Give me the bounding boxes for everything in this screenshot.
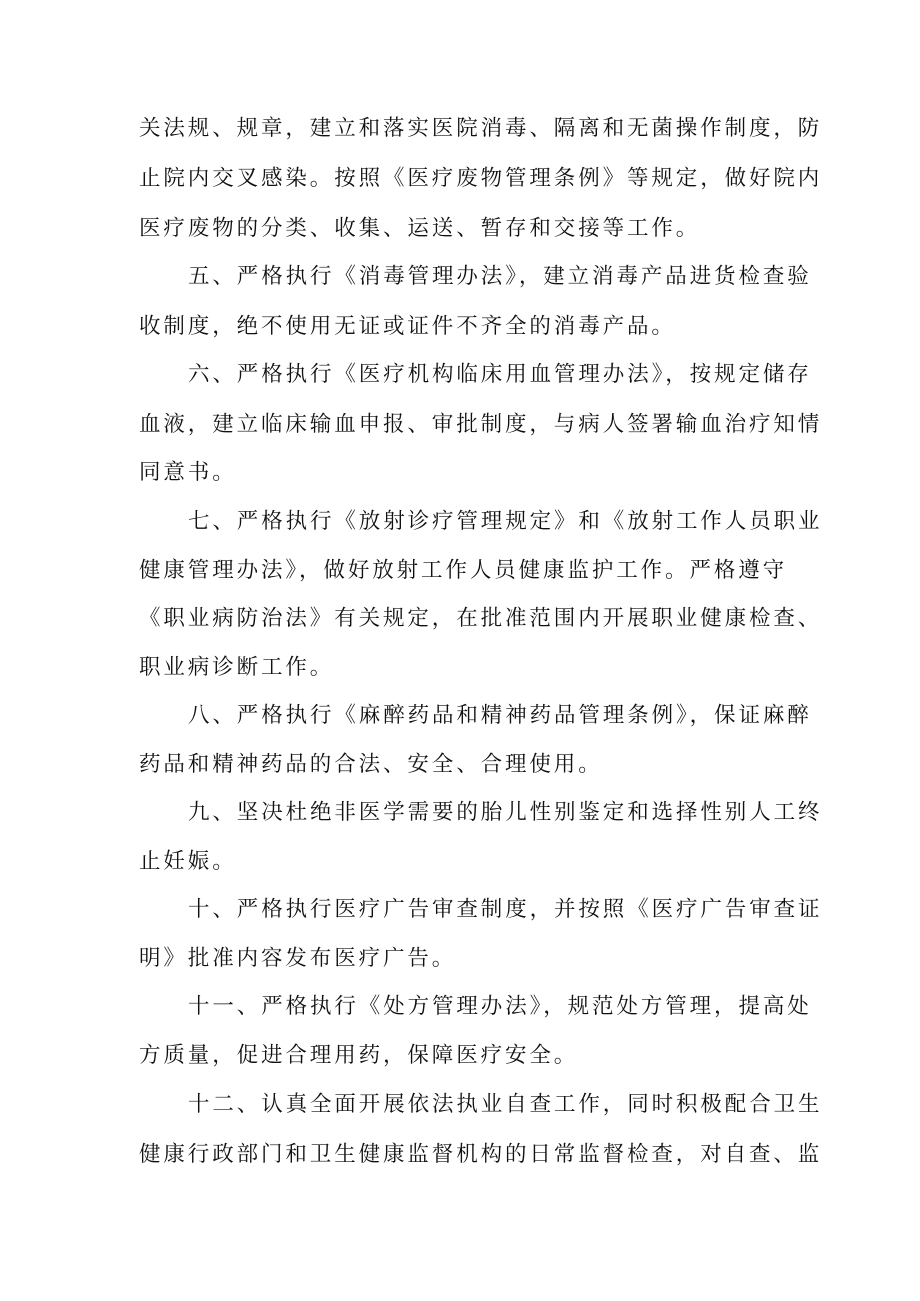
- text-line: 十一、严格执行《处方管理办法》，规范处方管理，提高处: [188, 994, 812, 1019]
- text-line: 止院内交叉感染。按照《医疗废物管理条例》等规定，做好院内: [139, 166, 823, 191]
- text-line: 药品和精神药品的合法、安全、合理使用。: [139, 752, 603, 777]
- text-line: 十二、认真全面开展依法执业自查工作，同时积极配合卫生: [188, 1092, 823, 1117]
- text-line: 八、严格执行《麻醉药品和精神药品管理条例》，保证麻醉: [188, 703, 812, 728]
- text-line: 止妊娠。: [139, 849, 237, 874]
- text-line: 关法规、规章，建立和落实医院消毒、隔离和无菌操作制度，防: [139, 116, 823, 141]
- text-line: 五、严格执行《消毒管理办法》，建立消毒产品进货检查验: [188, 264, 812, 289]
- text-line: 同意书。: [139, 460, 237, 485]
- text-line: 健康管理办法》，做好放射工作人员健康监护工作。严格遵守: [139, 558, 788, 583]
- text-line: 明》批准内容发布医疗广告。: [139, 946, 457, 971]
- text-line: 血液，建立临床输血申报、审批制度，与病人签署输血治疗知情: [139, 412, 823, 437]
- text-line: 十、严格执行医疗广告审查制度，并按照《医疗广告审查证: [188, 897, 823, 922]
- text-line: 《职业病防治法》有关规定，在批准范围内开展职业健康检查、: [139, 606, 823, 631]
- text-line: 六、严格执行《医疗机构临床用血管理办法》，按规定储存: [188, 362, 812, 387]
- text-line: 健康行政部门和卫生健康监督机构的日常监督检查，对自查、监: [139, 1142, 823, 1167]
- text-line: 收制度，绝不使用无证或证件不齐全的消毒产品。: [139, 314, 676, 339]
- text-line: 方质量，促进合理用药，保障医疗安全。: [139, 1043, 579, 1068]
- text-line: 职业病诊断工作。: [139, 655, 335, 680]
- text-line: 七、严格执行《放射诊疗管理规定》和《放射工作人员职业: [188, 509, 823, 534]
- text-line: 九、坚决杜绝非医学需要的胎儿性别鉴定和选择性别人工终: [188, 800, 823, 825]
- text-line: 医疗废物的分类、收集、运送、暂存和交接等工作。: [139, 216, 701, 241]
